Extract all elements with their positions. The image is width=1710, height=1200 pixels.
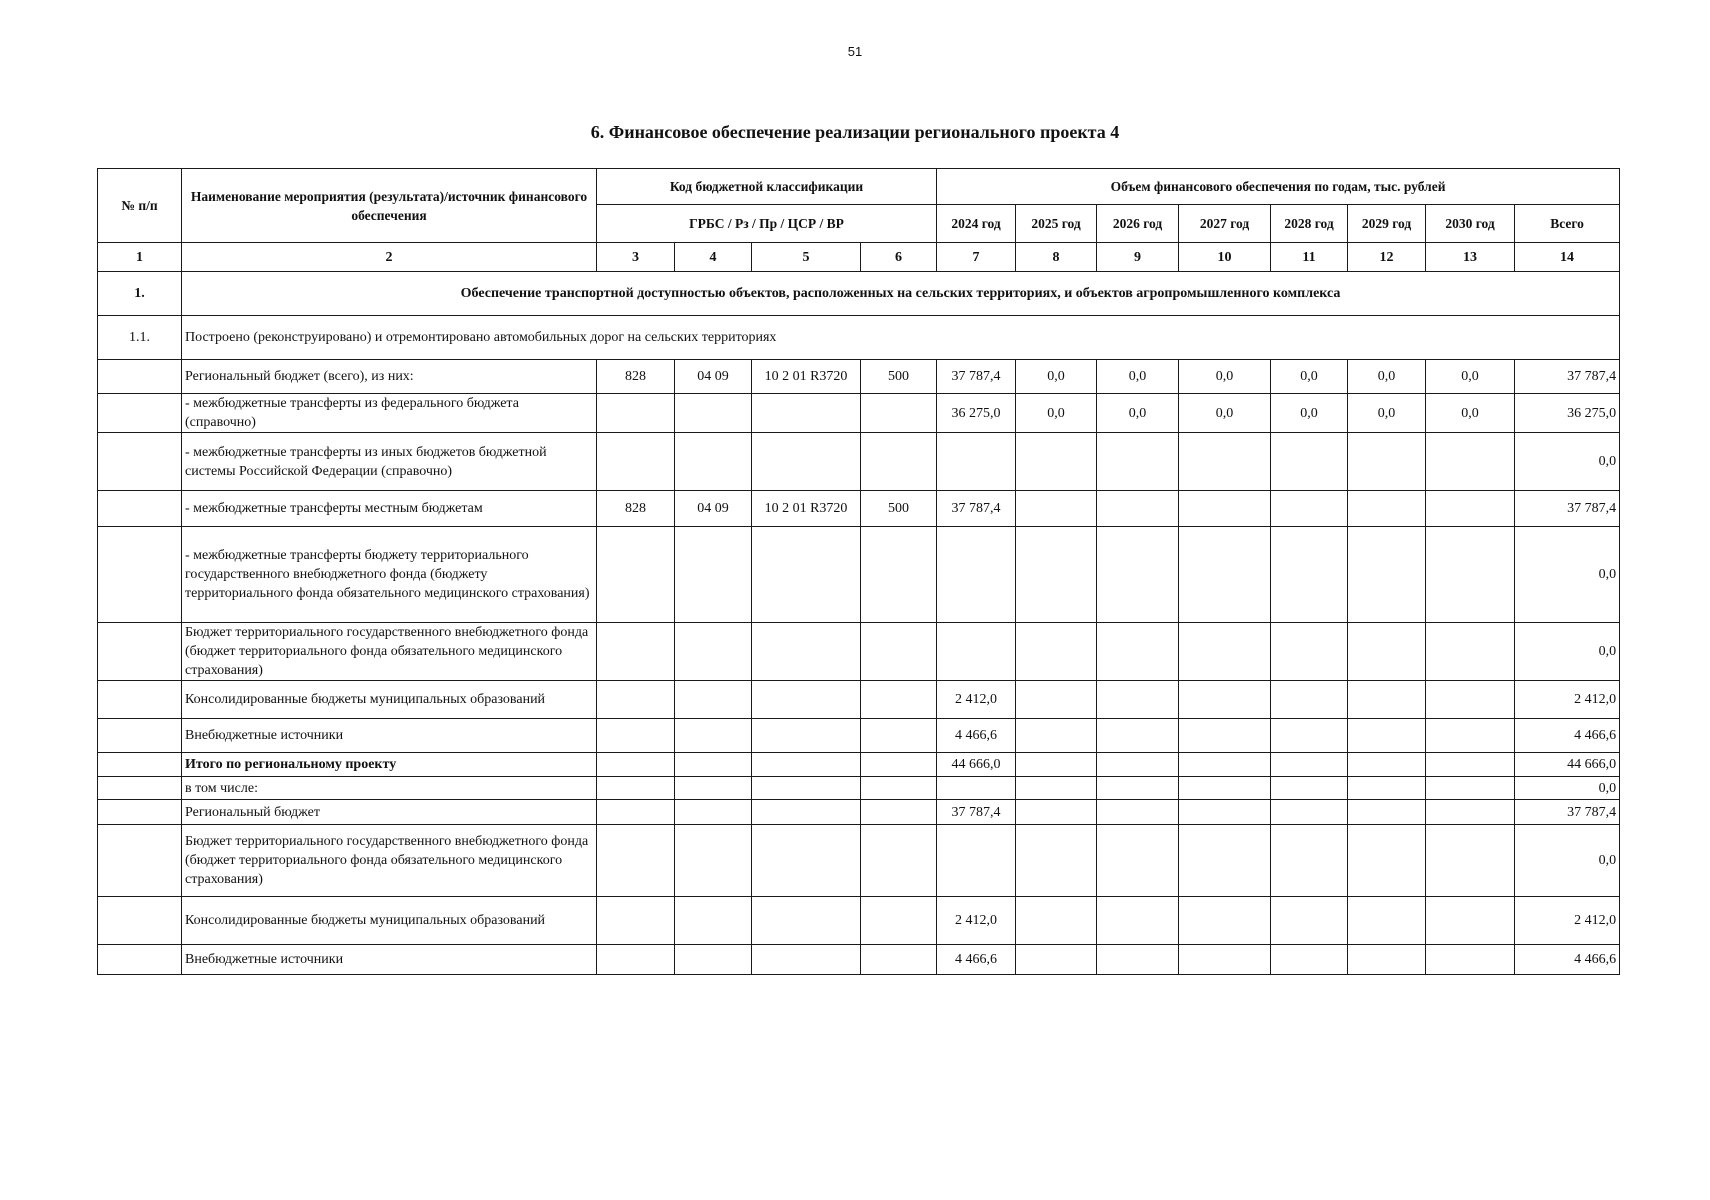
code-grbs: 828 — [597, 360, 675, 394]
table-row — [98, 825, 1620, 897]
year-value: 0,0 — [1271, 394, 1348, 433]
column-number-row — [98, 243, 1620, 272]
header-code-group: Код бюджетной классификации — [597, 169, 937, 205]
total-value: 44 666,0 — [1515, 753, 1620, 777]
year-value — [1097, 825, 1179, 897]
code-vr — [861, 777, 937, 800]
header-year: 2030 год — [1426, 205, 1515, 243]
year-value — [1271, 800, 1348, 825]
table-row — [98, 491, 1620, 527]
row-name: Внебюджетные источники — [182, 719, 597, 753]
code-csr — [752, 753, 861, 777]
column-number: 11 — [1271, 243, 1348, 272]
year-value — [1348, 753, 1426, 777]
financing-table — [97, 168, 1620, 975]
year-value — [1426, 623, 1515, 681]
header-year: 2027 год — [1179, 205, 1271, 243]
row-num-cell — [98, 623, 182, 681]
column-number: 7 — [937, 243, 1016, 272]
header-total: Всего — [1515, 205, 1620, 243]
row-name: - межбюджетные трансферты местным бюджетам — [182, 491, 597, 527]
column-number: 1 — [98, 243, 182, 272]
year-value: 44 666,0 — [937, 753, 1016, 777]
header-volume-group: Объем финансового обеспечения по годам, тыс. рублей — [937, 169, 1620, 205]
row-name: Региональный бюджет (всего), из них: — [182, 360, 597, 394]
year-value — [1097, 800, 1179, 825]
code-csr — [752, 527, 861, 623]
year-value — [1016, 681, 1097, 719]
table-row — [98, 433, 1620, 491]
code-rz-pr — [675, 623, 752, 681]
year-value — [1348, 800, 1426, 825]
table-row — [98, 945, 1620, 975]
header-year: 2028 год — [1271, 205, 1348, 243]
year-value — [1348, 527, 1426, 623]
code-vr — [861, 945, 937, 975]
year-value — [1426, 777, 1515, 800]
code-vr — [861, 800, 937, 825]
year-value — [1348, 825, 1426, 897]
year-value — [1348, 945, 1426, 975]
year-value — [1426, 433, 1515, 491]
code-vr — [861, 753, 937, 777]
year-value — [1016, 491, 1097, 527]
year-value — [1271, 491, 1348, 527]
code-rz-pr — [675, 719, 752, 753]
year-value — [1179, 897, 1271, 945]
year-value — [1179, 433, 1271, 491]
year-value — [1271, 527, 1348, 623]
year-value — [1426, 719, 1515, 753]
row-num-cell — [98, 945, 182, 975]
year-value — [1348, 623, 1426, 681]
year-value: 0,0 — [1426, 360, 1515, 394]
table-row — [98, 719, 1620, 753]
row-num-cell — [98, 394, 182, 433]
header-year: 2026 год — [1097, 205, 1179, 243]
code-vr — [861, 897, 937, 945]
code-csr — [752, 433, 861, 491]
code-grbs — [597, 394, 675, 433]
year-value — [1016, 433, 1097, 491]
year-value: 0,0 — [1426, 394, 1515, 433]
year-value — [1348, 719, 1426, 753]
code-grbs — [597, 777, 675, 800]
code-grbs — [597, 945, 675, 975]
row-name: Бюджет территориального государственного внебюджетного фонда (бюджет территориального фонда обязательного медицинского страхования) — [182, 825, 597, 897]
code-csr — [752, 719, 861, 753]
page-title: 6. Финансовое обеспечение реализации регионального проекта 4 — [590, 122, 1120, 142]
code-rz-pr: 04 09 — [675, 360, 752, 394]
year-value — [1348, 491, 1426, 527]
year-value: 4 466,6 — [937, 719, 1016, 753]
code-vr — [861, 623, 937, 681]
code-vr — [861, 719, 937, 753]
year-value — [937, 623, 1016, 681]
code-grbs — [597, 897, 675, 945]
total-value: 4 466,6 — [1515, 945, 1620, 975]
code-rz-pr — [675, 777, 752, 800]
year-value — [1348, 777, 1426, 800]
code-csr — [752, 897, 861, 945]
table-row — [98, 527, 1620, 623]
code-csr — [752, 825, 861, 897]
code-grbs — [597, 753, 675, 777]
code-vr — [861, 527, 937, 623]
year-value — [1426, 681, 1515, 719]
year-value — [1097, 433, 1179, 491]
row-num-cell — [98, 825, 182, 897]
total-value: 0,0 — [1515, 527, 1620, 623]
code-grbs — [597, 800, 675, 825]
year-value — [1179, 753, 1271, 777]
row-name: Региональный бюджет — [182, 800, 597, 825]
year-value — [937, 777, 1016, 800]
table-row — [98, 360, 1620, 394]
year-value — [1179, 719, 1271, 753]
year-value — [1348, 433, 1426, 491]
year-value — [1426, 945, 1515, 975]
year-value — [1179, 623, 1271, 681]
year-value — [937, 433, 1016, 491]
year-value — [1097, 945, 1179, 975]
year-value — [1097, 491, 1179, 527]
year-value — [1097, 527, 1179, 623]
row-num-cell — [98, 777, 182, 800]
year-value — [1016, 897, 1097, 945]
total-value: 2 412,0 — [1515, 897, 1620, 945]
column-number: 10 — [1179, 243, 1271, 272]
header-code-sub: ГРБС / Рз / Пр / ЦСР / ВР — [597, 205, 937, 243]
header-year: 2029 год — [1348, 205, 1426, 243]
code-rz-pr — [675, 945, 752, 975]
code-rz-pr — [675, 527, 752, 623]
table-row — [98, 800, 1620, 825]
column-number: 3 — [597, 243, 675, 272]
year-value — [1271, 753, 1348, 777]
total-value: 0,0 — [1515, 433, 1620, 491]
year-value — [1179, 527, 1271, 623]
year-value: 0,0 — [1179, 394, 1271, 433]
year-value — [1016, 945, 1097, 975]
code-grbs — [597, 825, 675, 897]
year-value: 0,0 — [1016, 360, 1097, 394]
column-number: 14 — [1515, 243, 1620, 272]
year-value: 0,0 — [1179, 360, 1271, 394]
row-num-cell — [98, 897, 182, 945]
year-value: 4 466,6 — [937, 945, 1016, 975]
row-name: - межбюджетные трансферты из иных бюджетов бюджетной системы Российской Федерации (справочно) — [182, 433, 597, 491]
row-num-cell — [98, 719, 182, 753]
table-row — [98, 623, 1620, 681]
year-value — [1179, 681, 1271, 719]
code-grbs — [597, 433, 675, 491]
year-value — [1016, 825, 1097, 897]
code-vr — [861, 681, 937, 719]
year-value — [937, 527, 1016, 623]
row-name: Консолидированные бюджеты муниципальных образований — [182, 897, 597, 945]
code-rz-pr: 04 09 — [675, 491, 752, 527]
column-number: 5 — [752, 243, 861, 272]
year-value: 36 275,0 — [937, 394, 1016, 433]
year-value — [1097, 623, 1179, 681]
column-number: 2 — [182, 243, 597, 272]
row-name: в том числе: — [182, 777, 597, 800]
code-csr — [752, 945, 861, 975]
code-rz-pr — [675, 800, 752, 825]
year-value — [1271, 623, 1348, 681]
year-value — [1016, 777, 1097, 800]
code-csr — [752, 394, 861, 433]
year-value: 0,0 — [1097, 394, 1179, 433]
year-value — [1016, 719, 1097, 753]
year-value: 37 787,4 — [937, 800, 1016, 825]
row-num-cell — [98, 681, 182, 719]
code-rz-pr — [675, 825, 752, 897]
year-value — [1426, 753, 1515, 777]
year-value — [1097, 719, 1179, 753]
row-num-cell — [98, 753, 182, 777]
row-num-cell — [98, 491, 182, 527]
section-row — [98, 272, 1620, 316]
code-vr — [861, 433, 937, 491]
year-value — [1097, 681, 1179, 719]
year-value: 0,0 — [1348, 360, 1426, 394]
code-csr: 10 2 01 R3720 — [752, 360, 861, 394]
year-value — [1271, 777, 1348, 800]
code-rz-pr — [675, 681, 752, 719]
year-value — [1179, 491, 1271, 527]
year-value — [1271, 681, 1348, 719]
total-value: 0,0 — [1515, 623, 1620, 681]
section-num: 1. — [98, 272, 182, 316]
column-number: 6 — [861, 243, 937, 272]
year-value — [1348, 681, 1426, 719]
code-vr — [861, 394, 937, 433]
year-value — [1097, 777, 1179, 800]
code-csr: 10 2 01 R3720 — [752, 491, 861, 527]
row-name: - межбюджетные трансферты бюджету территориального государственного внебюджетного фонда (бюджету территориального фонда обязательного медицинского страхования) — [182, 527, 597, 623]
year-value — [937, 825, 1016, 897]
column-number: 8 — [1016, 243, 1097, 272]
total-value: 0,0 — [1515, 777, 1620, 800]
year-value — [1426, 825, 1515, 897]
row-num-cell — [98, 360, 182, 394]
year-value — [1271, 825, 1348, 897]
code-rz-pr — [675, 897, 752, 945]
total-value: 37 787,4 — [1515, 800, 1620, 825]
header-year: 2024 год — [937, 205, 1016, 243]
section-title: Обеспечение транспортной доступностью объектов, расположенных на сельских территориях, и объектов агропромышленного комплекса — [182, 272, 1620, 316]
year-value — [1426, 491, 1515, 527]
subsection-row — [98, 316, 1620, 360]
year-value: 0,0 — [1348, 394, 1426, 433]
year-value — [1179, 825, 1271, 897]
year-value — [1016, 527, 1097, 623]
code-grbs — [597, 527, 675, 623]
code-vr — [861, 825, 937, 897]
total-value: 0,0 — [1515, 825, 1620, 897]
column-number: 12 — [1348, 243, 1426, 272]
year-value: 37 787,4 — [937, 491, 1016, 527]
total-value: 36 275,0 — [1515, 394, 1620, 433]
code-grbs — [597, 623, 675, 681]
row-name: Итого по региональному проекту — [182, 753, 597, 777]
year-value: 2 412,0 — [937, 681, 1016, 719]
year-value — [1426, 897, 1515, 945]
row-name: Бюджет территориального государственного внебюджетного фонда (бюджет территориального фонда обязательного медицинского страхования) — [182, 623, 597, 681]
page-number: 51 — [847, 44, 863, 59]
header-year: 2025 год — [1016, 205, 1097, 243]
table-row — [98, 777, 1620, 800]
row-name: - межбюджетные трансферты из федерального бюджета (справочно) — [182, 394, 597, 433]
total-value: 37 787,4 — [1515, 360, 1620, 394]
year-value — [1179, 777, 1271, 800]
code-grbs — [597, 681, 675, 719]
header-name: Наименование мероприятия (результата)/источник финансового обеспечения — [182, 169, 597, 243]
code-vr: 500 — [861, 360, 937, 394]
header-num: № п/п — [98, 169, 182, 243]
code-vr: 500 — [861, 491, 937, 527]
code-rz-pr — [675, 433, 752, 491]
table-row — [98, 681, 1620, 719]
row-name: Внебюджетные источники — [182, 945, 597, 975]
year-value — [1426, 800, 1515, 825]
year-value — [1097, 753, 1179, 777]
column-number: 13 — [1426, 243, 1515, 272]
year-value: 0,0 — [1097, 360, 1179, 394]
year-value: 0,0 — [1271, 360, 1348, 394]
column-number: 4 — [675, 243, 752, 272]
code-csr — [752, 681, 861, 719]
code-grbs: 828 — [597, 491, 675, 527]
table-row — [98, 897, 1620, 945]
year-value — [1426, 527, 1515, 623]
table-row — [98, 753, 1620, 777]
row-name: Консолидированные бюджеты муниципальных образований — [182, 681, 597, 719]
total-value: 2 412,0 — [1515, 681, 1620, 719]
year-value: 0,0 — [1016, 394, 1097, 433]
code-csr — [752, 623, 861, 681]
total-value: 4 466,6 — [1515, 719, 1620, 753]
year-value — [1016, 800, 1097, 825]
code-grbs — [597, 719, 675, 753]
year-value — [1097, 897, 1179, 945]
column-number: 9 — [1097, 243, 1179, 272]
total-value: 37 787,4 — [1515, 491, 1620, 527]
year-value — [1348, 897, 1426, 945]
year-value — [1271, 897, 1348, 945]
code-rz-pr — [675, 753, 752, 777]
subsection-num: 1.1. — [98, 316, 182, 360]
year-value — [1271, 433, 1348, 491]
code-csr — [752, 800, 861, 825]
code-csr — [752, 777, 861, 800]
year-value — [1271, 945, 1348, 975]
year-value: 37 787,4 — [937, 360, 1016, 394]
row-num-cell — [98, 800, 182, 825]
year-value — [1271, 719, 1348, 753]
year-value — [1179, 800, 1271, 825]
table-row — [98, 394, 1620, 433]
year-value — [1016, 623, 1097, 681]
year-value — [1179, 945, 1271, 975]
row-num-cell — [98, 527, 182, 623]
row-num-cell — [98, 433, 182, 491]
code-rz-pr — [675, 394, 752, 433]
year-value: 2 412,0 — [937, 897, 1016, 945]
year-value — [1016, 753, 1097, 777]
subsection-title: Построено (реконструировано) и отремонтировано автомобильных дорог на сельских территориях — [182, 316, 1620, 360]
